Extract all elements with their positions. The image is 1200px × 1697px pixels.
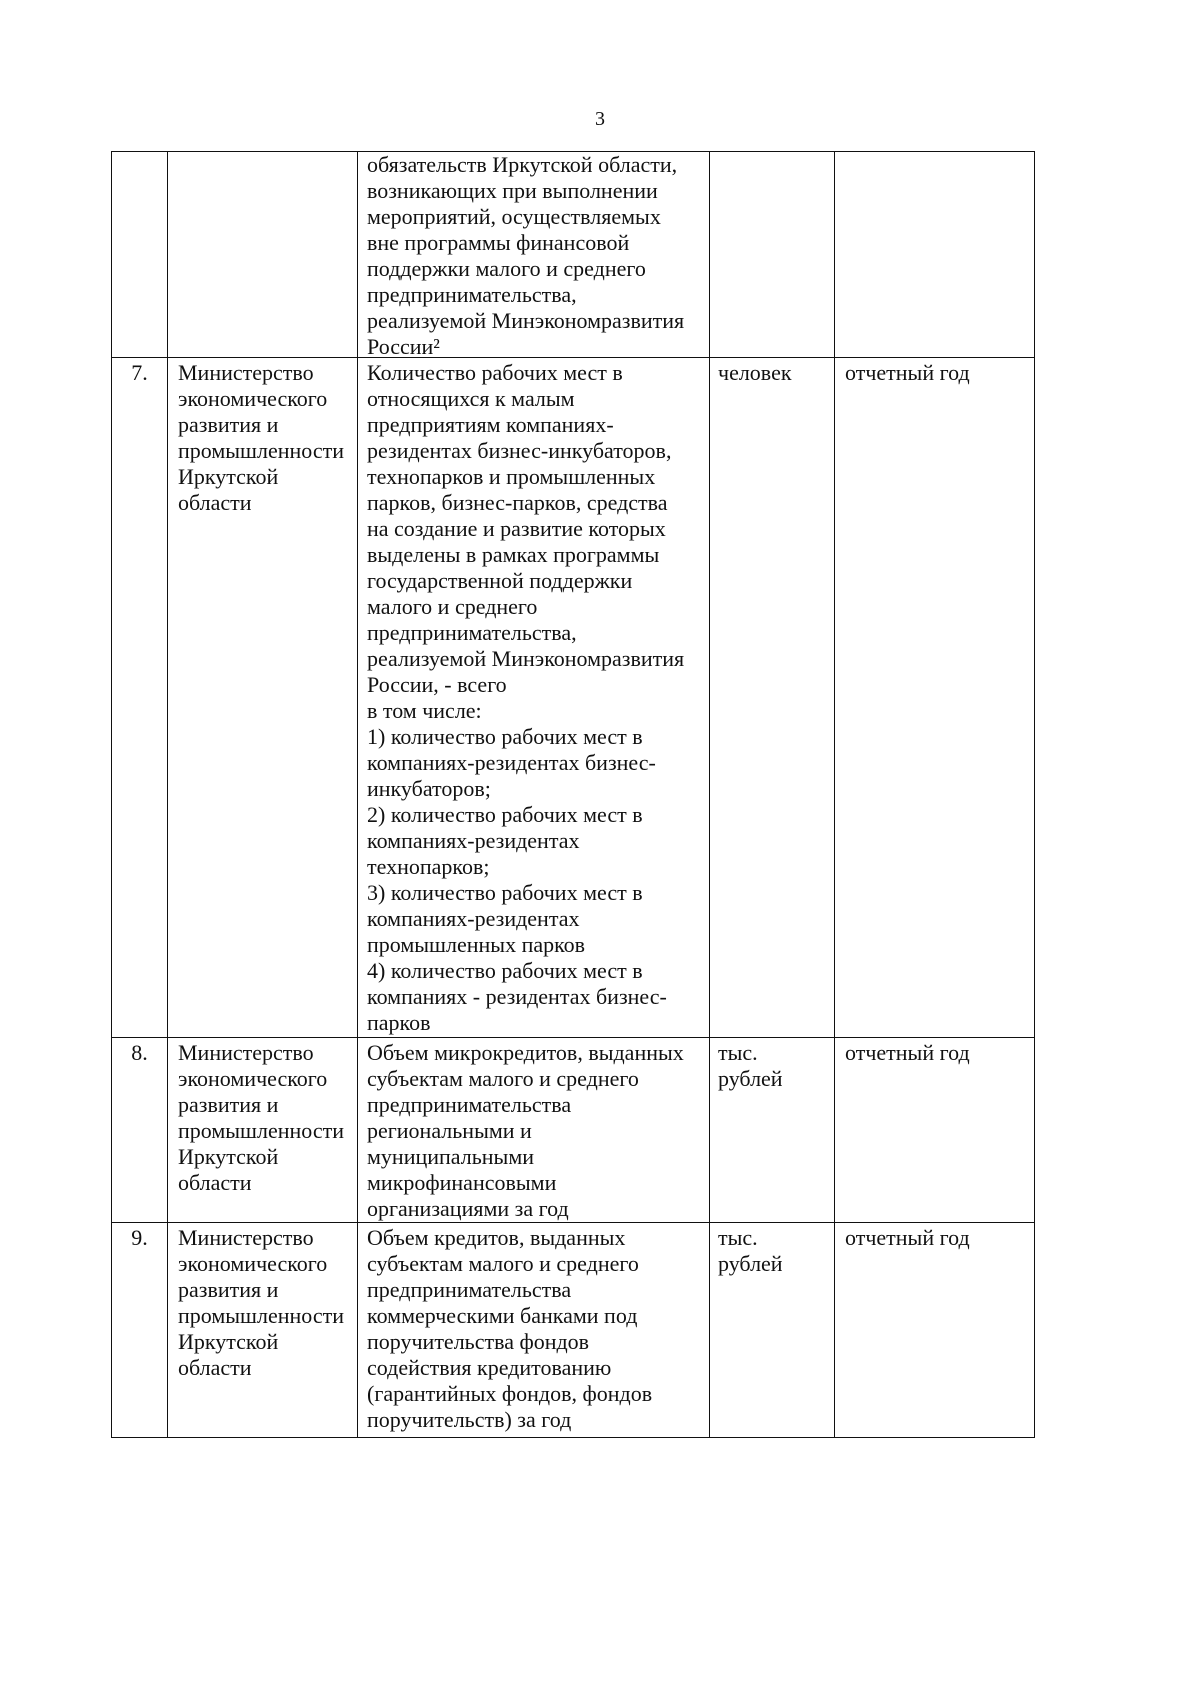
responsible-body-cell bbox=[168, 152, 358, 357]
unit-cell: тыс. рублей bbox=[710, 1223, 835, 1437]
indicator-cell: обязательств Иркутской области, возникающих при выполнении мероприятий, осуществляемых вне программы финансовой поддержки малого и среднего предпринимательства, реализуемой Минэкономразвития России² bbox=[358, 152, 710, 357]
table-row-9 bbox=[112, 1223, 1035, 1438]
row-number-cell bbox=[112, 152, 168, 357]
unit-cell bbox=[710, 152, 835, 357]
row-number-cell: 8. bbox=[112, 1038, 168, 1222]
page-number: 3 bbox=[595, 108, 605, 130]
period-cell: отчетный год bbox=[835, 1223, 1035, 1437]
row-number-cell: 7. bbox=[112, 358, 168, 1037]
table-row-7 bbox=[112, 358, 1035, 1038]
table-row-continuation bbox=[112, 152, 1035, 358]
responsible-body-cell: Министерство экономического развития и промышленности Иркутской области bbox=[168, 1038, 358, 1222]
indicator-cell: Объем кредитов, выданных субъектам малого и среднего предпринимательства коммерческими банками под поручительства фондов содействия кредитованию (гарантийных фондов, фондов поручительств) за год bbox=[358, 1223, 710, 1437]
indicators-table bbox=[111, 151, 1035, 1438]
period-cell: отчетный год bbox=[835, 358, 1035, 1037]
indicator-cell: Количество рабочих мест в относящихся к малым предприятиям компаниях- резидентах бизнес-инкубаторов, технопарков и промышленных парков, бизнес-парков, средства на создание и развитие которых выделены в рамках программы государственной поддержки малого и среднего предпринимательства, реализуемой Минэкономразвития России, - всего в том числе: 1) количество рабочих мест в компаниях-резидентах бизнес- инкубаторов; 2) количество рабочих мест в компаниях-резидентах технопарков; 3) количество рабочих мест в компаниях-резидентах промышленных парков 4) количество рабочих мест в компаниях - резидентах бизнес- парков bbox=[358, 358, 710, 1037]
unit-cell: тыс. рублей bbox=[710, 1038, 835, 1222]
responsible-body-cell: Министерство экономического развития и промышленности Иркутской области bbox=[168, 358, 358, 1037]
responsible-body-cell: Министерство экономического развития и промышленности Иркутской области bbox=[168, 1223, 358, 1437]
row-number-cell: 9. bbox=[112, 1223, 168, 1437]
unit-cell: человек bbox=[710, 358, 835, 1037]
indicator-cell: Объем микрокредитов, выданных субъектам малого и среднего предпринимательства региональными и муниципальными микрофинансовыми организациями за год bbox=[358, 1038, 710, 1222]
period-cell: отчетный год bbox=[835, 1038, 1035, 1222]
period-cell bbox=[835, 152, 1035, 357]
table-row-8 bbox=[112, 1038, 1035, 1223]
